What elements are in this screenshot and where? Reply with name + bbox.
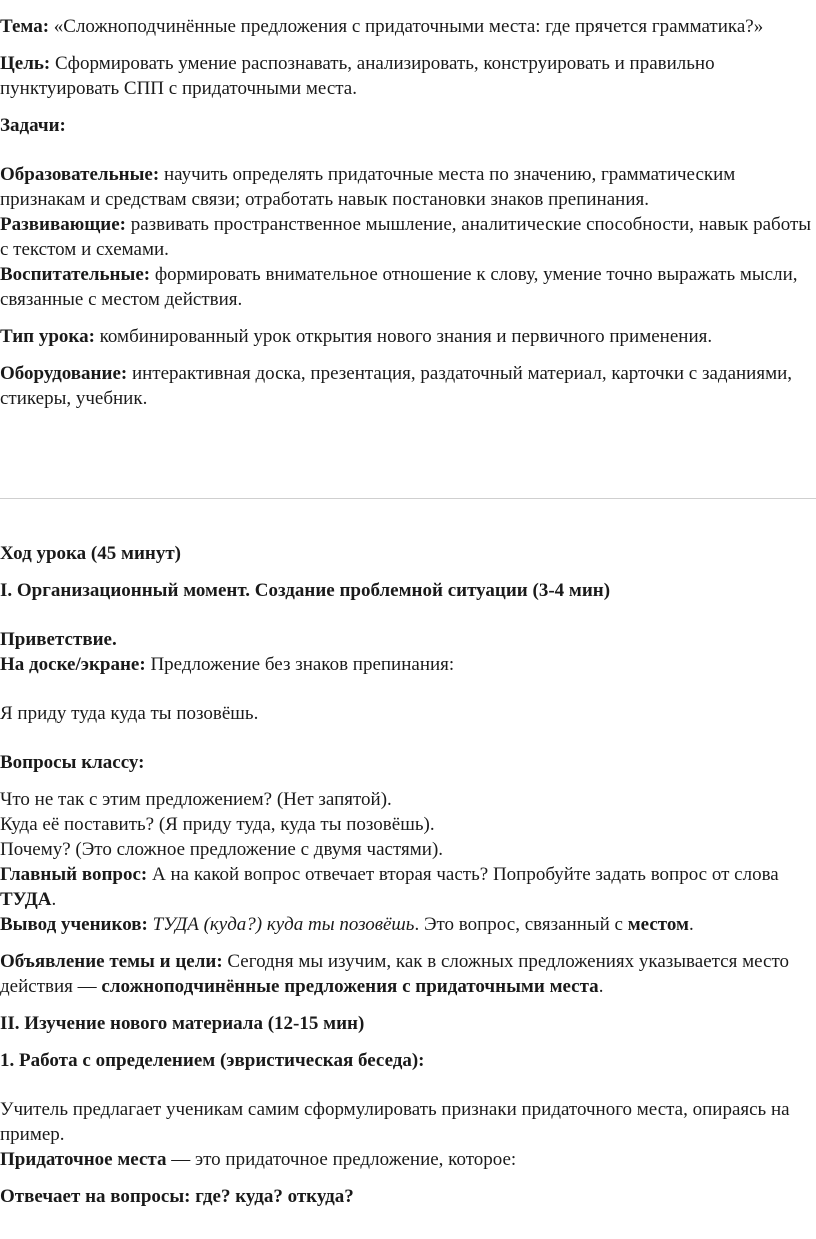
example-sentence: Я приду туда куда ты позовёшь.	[0, 703, 259, 724]
conclusion-bold: местом	[627, 914, 689, 935]
definition-bold: Придаточное места	[0, 1149, 167, 1170]
board-paragraph	[0, 652, 816, 677]
lesson-heading: Ход урока (45 минут)	[0, 543, 182, 564]
section2-heading: II. Изучение нового материала (12-15 мин)	[0, 1013, 365, 1034]
dev-paragraph	[0, 212, 816, 262]
dev-label: Развивающие:	[0, 214, 126, 235]
edu-paragraph	[0, 162, 816, 212]
upb-text: формировать внимательное отношение к слову, умение точно выражать мысли, связанные с местом действия.	[0, 264, 798, 310]
main-question: Главный вопрос: А на какой вопрос отвечает вторая часть? Попробуйте задать вопрос от слова ТУДА.	[0, 864, 779, 910]
subsection1-heading: 1. Работа с определением (эвристическая беседа):	[0, 1050, 425, 1071]
announce-bold: сложноподчинённые предложения с придаточными места	[101, 976, 599, 997]
edu-label: Образовательные:	[0, 164, 160, 185]
equipment-label: Оборудование:	[0, 363, 128, 384]
document-body	[0, 14, 816, 411]
upb-paragraph	[0, 262, 816, 312]
tasks-label: Задачи:	[0, 115, 66, 136]
goal-label: Цель:	[0, 53, 51, 74]
goal-text: Сформировать умение распознавать, анализировать, конструировать и правильно пунктуировать СПП с придаточными места.	[0, 53, 715, 99]
goal-paragraph	[0, 51, 816, 101]
definition-paragraph: Придаточное места — это придаточное предложение, которое:	[0, 1149, 517, 1170]
lesson-type-paragraph	[0, 324, 816, 349]
teacher-paragraph: Учитель предлагает ученикам самим сформулировать признаки придаточного места, опираясь на пример.	[0, 1099, 790, 1145]
board-text: Предложение без знаков препинания:	[145, 654, 455, 675]
topic-text: «Сложноподчинённые предложения с придаточными места: где прячется грамматика?»	[49, 16, 764, 37]
topic-paragraph	[0, 14, 816, 39]
section1-heading: I. Организационный момент. Создание проблемной ситуации (3-4 мин)	[0, 580, 611, 601]
dev-text: развивать пространственное мышление, аналитические способности, навык работы с текстом и схемами.	[0, 214, 812, 260]
conclusion-italic: ТУДА (куда?) куда ты позовёшь	[147, 914, 415, 935]
question-2: Куда её поставить? (Я приду туда, куда ты позовёшь).	[0, 814, 435, 835]
lesson-flow	[0, 541, 816, 1209]
questions-heading: Вопросы классу:	[0, 752, 145, 773]
announce-paragraph: Объявление темы и цели: Сегодня мы изучим, как в сложных предложениях указывается место действия — сложноподчинённые предложения с придаточными места.	[0, 951, 790, 997]
main-question-word: ТУДА	[0, 889, 52, 910]
conclusion-paragraph: Вывод учеников: ТУДА (куда?) куда ты позовёшь. Это вопрос, связанный с местом.	[0, 914, 694, 935]
announce-label: Объявление темы и цели:	[0, 951, 223, 972]
main-question-label: Главный вопрос:	[0, 864, 148, 885]
lesson-type-label: Тип урока:	[0, 326, 95, 347]
edu-text: научить определять придаточные места по значению, грамматическим признакам и средствам связи; отработать навык постановки знаков препинания.	[0, 164, 736, 210]
question-3: Почему? (Это сложное предложение с двумя частями).	[0, 839, 444, 860]
question-1: Что не так с этим предложением? (Нет запятой).	[0, 789, 392, 810]
board-label: На доске/экране:	[0, 654, 146, 675]
horizontal-divider	[0, 498, 816, 499]
upb-label: Воспитательные:	[0, 264, 151, 285]
conclusion-label: Вывод учеников:	[0, 914, 148, 935]
greeting: Приветствие.	[0, 629, 117, 650]
tasks-heading	[0, 113, 816, 138]
equipment-paragraph	[0, 361, 816, 411]
answers-line: Отвечает на вопросы: где? куда? откуда?	[0, 1186, 354, 1207]
topic-label: Тема:	[0, 16, 50, 37]
lesson-type-text: комбинированный урок открытия нового знания и первичного применения.	[94, 326, 713, 347]
equipment-text: интерактивная доска, презентация, раздаточный материал, карточки с заданиями, стикеры, учебник.	[0, 363, 793, 409]
